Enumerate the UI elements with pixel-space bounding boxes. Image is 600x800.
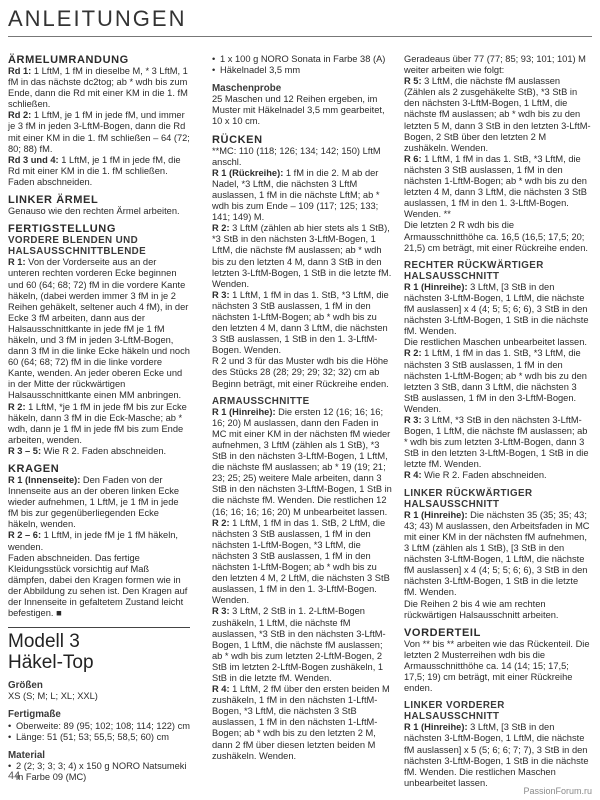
row-text: 3 LftM, *3 StB in den nächsten 3-LftM-Bogen, 1 LftM, die nächste fM auslassen; ab * wdh bis zum letzten 3-LftM-Bogen, dann 3 StB in den letzten 3-LftM-Bogen, 1 StB in die letzte fM. Wenden.: [404, 415, 589, 470]
column-right: [404, 54, 592, 789]
instruction-paragraph: [404, 510, 592, 599]
instruction-paragraph: Von ** bis ** arbeiten wie das Rückenteil. Die letzten 2 Musterreihen wdh bis die Armausschnitthöhe ca. 14 (14; 15; 17,5; 17,5; 19) cm beträgt, mit einer Rückreihe enden.: [404, 638, 590, 694]
fertigmasse-list: [8, 721, 190, 743]
row-label: R 1:: [8, 257, 26, 268]
subsection-heading-linker-vorderer: LINKER VORDERER HALSAUSSCHNITT: [404, 700, 505, 723]
row-label: Rd 2:: [8, 110, 32, 121]
instruction-paragraph: [404, 415, 592, 470]
model-subtitle: Häkel-Top: [8, 652, 94, 674]
instruction-paragraph: [8, 257, 190, 401]
instruction-paragraph: Die letzten 2 R wdh bis die Armausschnitthöhe ca. 16,5 (16,5; 17,5; 20; 21,5) cm beträgt, mit einer Rückreihe enden.: [404, 220, 588, 253]
row-label: R 2:: [404, 348, 422, 359]
watermark: PassionForum.ru: [523, 786, 592, 796]
instruction-paragraph: [212, 606, 392, 684]
row-text: 3 LftM, [3 StB in den nächsten 3-LftM-Bogen, 1 LftM, die nächste fM auslassen] x 4 (4; 5; 5; 6; 6), 3 StB in den nächsten 3-LftM-Bogen, 1 StB in die nächste fM. Wenden.: [404, 281, 589, 337]
section-heading-fertigstellung: FERTIGSTELLUNG: [8, 223, 117, 236]
subsection-heading-blenden: VORDERE BLENDEN UND HALSAUSSCHNITTBLENDE: [8, 235, 147, 258]
material-list-continued: [212, 54, 392, 76]
instruction-paragraph: [8, 530, 190, 552]
subsection-heading-armausschnitte: ARMAUSSCHNITTE: [212, 395, 310, 407]
page-header: [8, 6, 592, 37]
instruction-paragraph: [8, 446, 190, 457]
instruction-paragraph: [212, 168, 392, 223]
instruction-paragraph: [212, 407, 392, 518]
row-text: 1 LftM, 1 fM in das 1. StB, *3 LftM, die nächsten 3 StB auslassen, 1 fM in den nächsten 1-LftM-Bogen; ab * wdh bis zu den letzten 4 M, dann 3 LftM, die nächsten 3 StB auslassen, 1 fM in den 1. 3-LftM-Bogen. Wenden. **: [404, 153, 587, 220]
groessen-heading: Größen: [8, 680, 43, 692]
column-left: [8, 54, 190, 783]
instruction-paragraph: **MC: 110 (118; 126; 134; 142; 150) LftM anschl.: [212, 145, 381, 167]
row-label: R 2:: [212, 517, 230, 528]
row-text: 1 LftM, 1 fM in das 1. StB, *3 LftM, die nächsten 3 StB auslassen, 1 fM in den nächsten 1-LftM-Bogen; ab * wdh bis zu den letzten 3 StB, dann 3 LftM, die nächsten 3 StB auslassen, 1 fM in den 3-LftM-Bogen. Wenden.: [404, 348, 587, 414]
row-label: Rd 1:: [8, 66, 32, 76]
list-item: • 2 (2; 3; 3; 3; 4) x 150 g NORO Natsumeki in Farbe 09 (MC): [8, 761, 190, 783]
instruction-paragraph: Die restlichen Maschen unbearbeitet lassen.: [404, 337, 587, 348]
instruction-paragraph: Faden abschneiden. Das fertige Kleidungsstück vorsichtig auf Maß dämpfen, dabei den Kragen formen wie in der Abbildung zu sehen ist. Den Kragen auf der Innenseite in gefaltetem Zustand leicht befestigen. ■: [8, 552, 188, 619]
list-item: • Länge: 51 (51; 53; 55,5; 58,5; 60) cm: [8, 732, 190, 743]
row-label: R 3:: [212, 289, 230, 300]
instruction-paragraph: Genauso wie den rechten Ärmel arbeiten.: [8, 206, 180, 217]
subsection-heading-linker-hals: LINKER RÜCKWÄRTIGER HALSAUSSCHNITT: [404, 487, 533, 510]
row-label: R 1 (Hinreihe):: [404, 509, 468, 520]
header-divider: [8, 36, 592, 37]
row-label: R 1 (Innenseite):: [8, 475, 81, 485]
row-label: R 1 (Hinreihe):: [212, 406, 276, 417]
section-heading-kragen: KRAGEN: [8, 463, 60, 475]
instruction-paragraph: Geradeaus über 77 (77; 85; 93; 101; 101) M weiter arbeiten wie folgt:: [404, 54, 586, 76]
section-heading-vorderteil: VORDERTEIL: [404, 626, 481, 639]
instruction-paragraph: [8, 66, 190, 110]
row-text: Die ersten 12 (16; 16; 16; 16; 20) M auslassen, dann den Faden in MC mit einer KM in der nächsten fM wieder aufnehmen, 3 LftM (zählen als 1 StB), *3 StB in den nächsten 3-LftM-Bogen, 1 LftM, die nächste fM auslassen; ab * 19 (19; 21; 23; 25; 25) weitere Male arbeiten, dann 3 StB in den nächsten 3-LftM-Bogen, 1 StB in die nächste fM. Wenden. Die restlichen 12 (16; 16; 16; 16; 20) M unbearbeitet lassen.: [212, 406, 392, 517]
section-heading-linker-aermel: LINKER ÄRMEL: [8, 194, 99, 207]
material-heading: Material: [8, 749, 46, 761]
subsection-heading-rechter-hals: RECHTER RÜCKWÄRTIGER HALSAUSSCHNITT: [404, 259, 544, 282]
instruction-paragraph: [8, 155, 190, 188]
page-number: 44: [8, 770, 21, 782]
list-item: • Häkelnadel 3,5 mm: [212, 65, 392, 76]
instruction-paragraph: [404, 722, 592, 789]
row-label: R 4:: [404, 470, 422, 481]
page-title: ANLEITUNGEN: [8, 6, 187, 31]
row-text: 1 LftM, je 1 fM in jede fM, und immer je 3 fM in jeden 3-LftM-Bogen, dann die Rd mit einer KM in die 1. fM schließen – 64 (72; 80; 88) fM.: [8, 110, 190, 154]
row-text: 1 LftM, *je 1 fM in jede fM bis zur Ecke häkeln, dann 3 fM in die Eck-Masche; ab * wdh, dann je 1 fM in jede fM bis zum Ende arbeiten, wenden.: [8, 401, 187, 445]
row-label: R 1 (Hinreihe):: [404, 722, 468, 733]
instruction-paragraph: R 2 und 3 für das Muster wdh bis die Höhe des Stücks 28 (28; 29; 29; 32; 32) cm ab Beginn beträgt, mit einer Rückreihe enden.: [212, 356, 389, 389]
row-text: 3 LftM (zählen ab hier stets als 1 StB), *3 StB in den nächsten 3-LftM-Bogen, 1 LftM, die nächste fM auslassen; ab * wdh bis zu den letzten 4 M, dann 3 StB in den letzten 3-LftM-Bogen, 1 StB in die letzte fM. Wenden.: [212, 223, 392, 289]
model-title-block: [8, 627, 190, 673]
instruction-paragraph: [404, 76, 592, 154]
instruction-paragraph: [212, 684, 392, 762]
section-heading-ruecken: RÜCKEN: [212, 133, 263, 146]
row-text: Von der Vorderseite aus an der unteren rechten vorderen Ecke beginnen und 60 (64; 68; 72) fM in die vordere Kante häkeln, (dabei werden immer 3 fM in je 2 Reihen gehäkelt, seltener auch 4 fM), in der Ecke 3 fM arbeiten, dann aus der Halsausschnittkante in jede fM je 1 fM häkeln, und 3 fM in jeden 3-LftM-Bogen, dann 3 fM in die linke Ecke häkeln und noch 60 (64; 68; 72) fM in die linke vordere Kante, wenden. An jeder oberen Ecke und in der Mitte der rückwärtigen Halsausschnittkante einen MM anbringen.: [8, 257, 190, 401]
maschenprobe-heading: Maschenprobe: [212, 83, 282, 95]
row-label: R 3:: [404, 415, 422, 425]
row-label: R 2 – 6:: [8, 530, 42, 541]
material-list: [8, 761, 190, 783]
column-middle: [212, 54, 392, 762]
instruction-paragraph: [8, 110, 190, 154]
row-label: R 2:: [8, 401, 26, 412]
maschenprobe-text: 25 Maschen und 12 Reihen ergeben, im Muster mit Häkelnadel 3,5 mm gearbeitet, 10 x 10 cm.: [212, 94, 385, 127]
row-text: Die nächsten 35 (35; 35; 43; 43; 43) M auslassen, den Arbeitsfaden in MC mit einer KM in der nächsten fM aufnehmen, 3 LftM (zählen als 1 StB), [3 StB in den nächsten 3-LftM-Bogen, 1 LftM, die nächste fM auslassen] x 4 (4; 5; 5; 6; 6), 3 StB in den nächsten 3-LftM-Bogen, 1 StB in die letzte fM. Wenden.: [404, 509, 590, 598]
row-text: 3 LftM, die nächste fM auslassen (Zählen als 2 zusgehäkelte StB), *3 StB in den nächsten 3-LftM-Bogen, 1 LftM, die nächste fM auslassen; ab * wdh bis zu den letzten 5 M, dann 3 StB in den letzten 3-LftM-Bogen, 2 StB über den letzten 2 M zushäkeln. Wenden.: [404, 76, 591, 153]
row-text: 1 LftM, 2 fM über den ersten beiden M zushäkeln, 1 fM in den nächsten 1-LftM-Bogen, *3 LftM, die nächsten 3 StB auslassen, 1 fM in den nächsten 1-LftM-Bogen; ab * wdh bis zu den letzten 2 M, dann 2 fM über diesen letzten beiden M zushäkeln. Wenden.: [212, 684, 390, 761]
row-label: R 3:: [212, 606, 230, 617]
row-label: Rd 3 und 4:: [8, 154, 59, 165]
row-text: 1 LftM, 1 fM in das 1. StB, 2 LftM, die nächsten 3 StB auslassen, 1 fM in den nächsten 1-LftM-Bogen, *3 LftM, die nächsten 3 StB auslassen, 1 fM in den nächsten 1-LftM-Bogen; ab * wdh bis zu den letzten 4 M, 2 LftM, die nächsten 3 StB auslassen, 1 fM in den 1. 3-LftM-Bogen. Wenden.: [212, 517, 390, 606]
instruction-paragraph: [212, 290, 392, 357]
row-text: Den Faden von der Innenseite aus an der oberen linken Ecke wieder aufnehmen, 1 LftM, je 1 fM in jede fM bis zur gegenüberliegenden Ecke häkeln, wenden.: [8, 475, 180, 530]
row-text: 1 LftM, 1 fM in dieselbe M, * 3 LftM, 1 fM in das nächste dc2tog; ab * wdh bis zum Ende, dann die Rd mit einer KM in die 1. fM schließen.: [8, 66, 188, 110]
row-text: 3 LftM, [3 StB in den nächsten 3-LftM-Bogen, 1 LftM, die nächste fM auslassen] x 5 (5; 6; 6; 7; 7), 3 StB in den nächsten 3-LftM-Bogen, 1 StB in die nächste fM. Wenden. Die restlichen Maschen unbearbeitet lassen.: [404, 722, 589, 788]
row-text: 3 LftM, 2 StB in 1. 2-LftM-Bogen zushäkeln, 1 LftM, die nächste fM auslassen, *3 StB in den nächsten 3-LftM-Bogen, 1 LftM, die nächste fM auslassen; ab * wdh bis zum letzten 2-LftM-Bogen, 2 StB im letzten 2-LftM-Bogen zushäkeln, 1 StB in die letzte fM. Wenden.: [212, 606, 386, 683]
instruction-paragraph: [404, 470, 592, 481]
groessen-values: XS (S; M; L; XL; XXL): [8, 691, 98, 702]
row-label: R 5:: [404, 76, 422, 87]
instruction-paragraph: [404, 154, 592, 221]
list-item: • 1 x 100 g NORO Sonata in Farbe 38 (A): [212, 54, 392, 65]
instruction-paragraph: [8, 475, 190, 530]
row-label: R 1 (Hinreihe):: [404, 281, 468, 292]
row-text: 1 LftM, je 1 fM in jede fM, die Rd mit einer KM in die 1. fM schließen. Faden abschneiden.: [8, 154, 181, 187]
row-label: R 6:: [404, 153, 422, 164]
row-label: R 4:: [212, 684, 230, 695]
row-text: Wie R 2. Faden abschneiden.: [41, 445, 167, 456]
fertigmasse-heading: Fertigmaße: [8, 709, 61, 721]
row-label: R 3 – 5:: [8, 445, 42, 456]
row-label: R 2:: [212, 223, 230, 234]
row-text: 1 LftM, in jede fM je 1 fM häkeln, wenden.: [8, 530, 179, 552]
row-text: Wie R 2. Faden abschneiden.: [421, 470, 547, 481]
row-label: R 1 (Rückreihe):: [212, 167, 284, 178]
instruction-paragraph: [212, 223, 392, 290]
list-item: • Oberweite: 89 (95; 102; 108; 114; 122) cm: [8, 721, 190, 732]
instruction-paragraph: [212, 518, 392, 607]
instruction-paragraph: [404, 348, 592, 415]
row-text: 1 LftM, 1 fM in das 1. StB, *3 LftM, die nächsten 3 StB auslassen, 1 fM in den nächsten 1-LftM-Bogen; ab * wdh bis zu den letzten 4 M, dann 3 LftM, die nächsten 3 StB auslassen, 1 StB in den 1. 3-LftM-Bogen. Wenden.: [212, 289, 389, 356]
model-title: Modell 3: [8, 631, 80, 653]
section-heading-aermelumrandung: ÄRMELUMRANDUNG: [8, 54, 129, 66]
instruction-paragraph: [8, 402, 190, 446]
instruction-paragraph: [404, 282, 592, 337]
instruction-paragraph: Die Reihen 2 bis 4 wie am rechten rückwärtigen Halsausschnitt arbeiten.: [404, 598, 559, 620]
row-text: 1 fM in die 2. M ab der Nadel, *3 LftM, die nächsten 3 LftM auslassen, 1 fM in die nächste LftM; ab * wdh bis zum Ende – 109 (117; 125; 133; 141; 149) M.: [212, 167, 380, 223]
